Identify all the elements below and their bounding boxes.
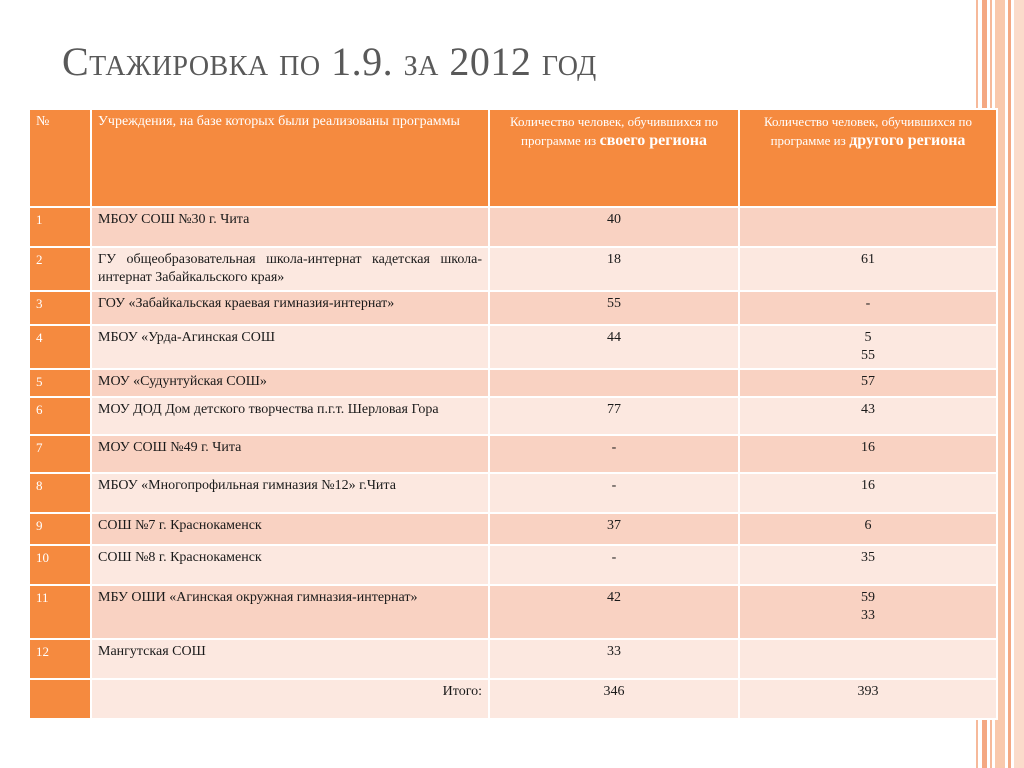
header-own-region-emph: своего региона (599, 132, 707, 149)
row-other-region-count: 35 (739, 545, 997, 585)
row-number: 9 (29, 513, 91, 545)
row-institution: МБОУ СОШ №30 г. Чита (91, 207, 489, 247)
header-number: № (29, 109, 91, 207)
row-institution: МОУ «Судунтуйская СОШ» (91, 369, 489, 397)
row-number: 12 (29, 639, 91, 679)
header-own-region-prefix: Количество человек, обучившихся по программе из (510, 114, 718, 148)
table-row (29, 585, 997, 639)
row-institution: Мангутская СОШ (91, 639, 489, 679)
total-other-region: 393 (739, 679, 997, 719)
table-row (29, 545, 997, 585)
row-number: 2 (29, 247, 91, 291)
decor-stripe (1008, 0, 1011, 768)
row-own-region-count: 77 (489, 397, 739, 435)
row-other-region-count (739, 207, 997, 247)
row-other-region-count: 16 (739, 473, 997, 513)
header-other-region (739, 109, 997, 207)
header-institution: Учреждения, на базе которых были реализованы программы (91, 109, 489, 207)
row-own-region-count: 55 (489, 291, 739, 325)
row-other-region-count: - (739, 291, 997, 325)
slide-title: Стажировка по 1.9. за 2012 год (62, 39, 597, 84)
row-other-region-count: 43 (739, 397, 997, 435)
row-institution: СОШ №7 г. Краснокаменск (91, 513, 489, 545)
table-row (29, 247, 997, 291)
row-own-region-count: - (489, 435, 739, 473)
row-other-region-count: 16 (739, 435, 997, 473)
row-other-region-count: 5 55 (739, 325, 997, 369)
row-institution: МБУ ОШИ «Агинская окружная гимназия-интернат» (91, 585, 489, 639)
row-own-region-count: 18 (489, 247, 739, 291)
table-total-row (29, 679, 997, 719)
row-other-region-count: 59 33 (739, 585, 997, 639)
table-row (29, 207, 997, 247)
row-own-region-count: 42 (489, 585, 739, 639)
table-row (29, 473, 997, 513)
internship-table (28, 108, 998, 720)
row-number: 4 (29, 325, 91, 369)
header-other-region-emph: другого региона (849, 132, 966, 149)
row-own-region-count: 40 (489, 207, 739, 247)
row-own-region-count: 33 (489, 639, 739, 679)
row-institution: ГОУ «Забайкальская краевая гимназия-интернат» (91, 291, 489, 325)
row-own-region-count: - (489, 545, 739, 585)
table-row (29, 435, 997, 473)
row-institution: СОШ №8 г. Краснокаменск (91, 545, 489, 585)
row-own-region-count: 44 (489, 325, 739, 369)
row-institution: МБОУ «Урда-Агинская СОШ (91, 325, 489, 369)
row-number: 1 (29, 207, 91, 247)
table-row (29, 639, 997, 679)
row-number: 11 (29, 585, 91, 639)
row-number: 8 (29, 473, 91, 513)
table-row (29, 397, 997, 435)
row-number: 7 (29, 435, 91, 473)
row-own-region-count: 37 (489, 513, 739, 545)
row-other-region-count: 6 (739, 513, 997, 545)
row-institution: МБОУ «Многопрофильная гимназия №12» г.Чита (91, 473, 489, 513)
row-number: 10 (29, 545, 91, 585)
row-own-region-count: - (489, 473, 739, 513)
decor-stripe (1014, 0, 1024, 768)
total-number-cell (29, 679, 91, 719)
row-institution: МОУ ДОД Дом детского творчества п.г.т. Шерловая Гора (91, 397, 489, 435)
table-row (29, 291, 997, 325)
row-number: 5 (29, 369, 91, 397)
row-number: 3 (29, 291, 91, 325)
total-label: Итого: (91, 679, 489, 719)
table-row (29, 513, 997, 545)
table-row (29, 369, 997, 397)
row-number: 6 (29, 397, 91, 435)
header-own-region (489, 109, 739, 207)
row-institution: ГУ общеобразовательная школа-интернат кадетская школа-интернат Забайкальского края» (91, 247, 489, 291)
row-own-region-count (489, 369, 739, 397)
header-other-region-prefix: Количество человек, обучившихся по программе из (764, 114, 972, 148)
row-other-region-count: 57 (739, 369, 997, 397)
row-institution: МОУ СОШ №49 г. Чита (91, 435, 489, 473)
table-row (29, 325, 997, 369)
row-other-region-count: 61 (739, 247, 997, 291)
total-own-region: 346 (489, 679, 739, 719)
table-header-row (29, 109, 997, 207)
row-other-region-count (739, 639, 997, 679)
